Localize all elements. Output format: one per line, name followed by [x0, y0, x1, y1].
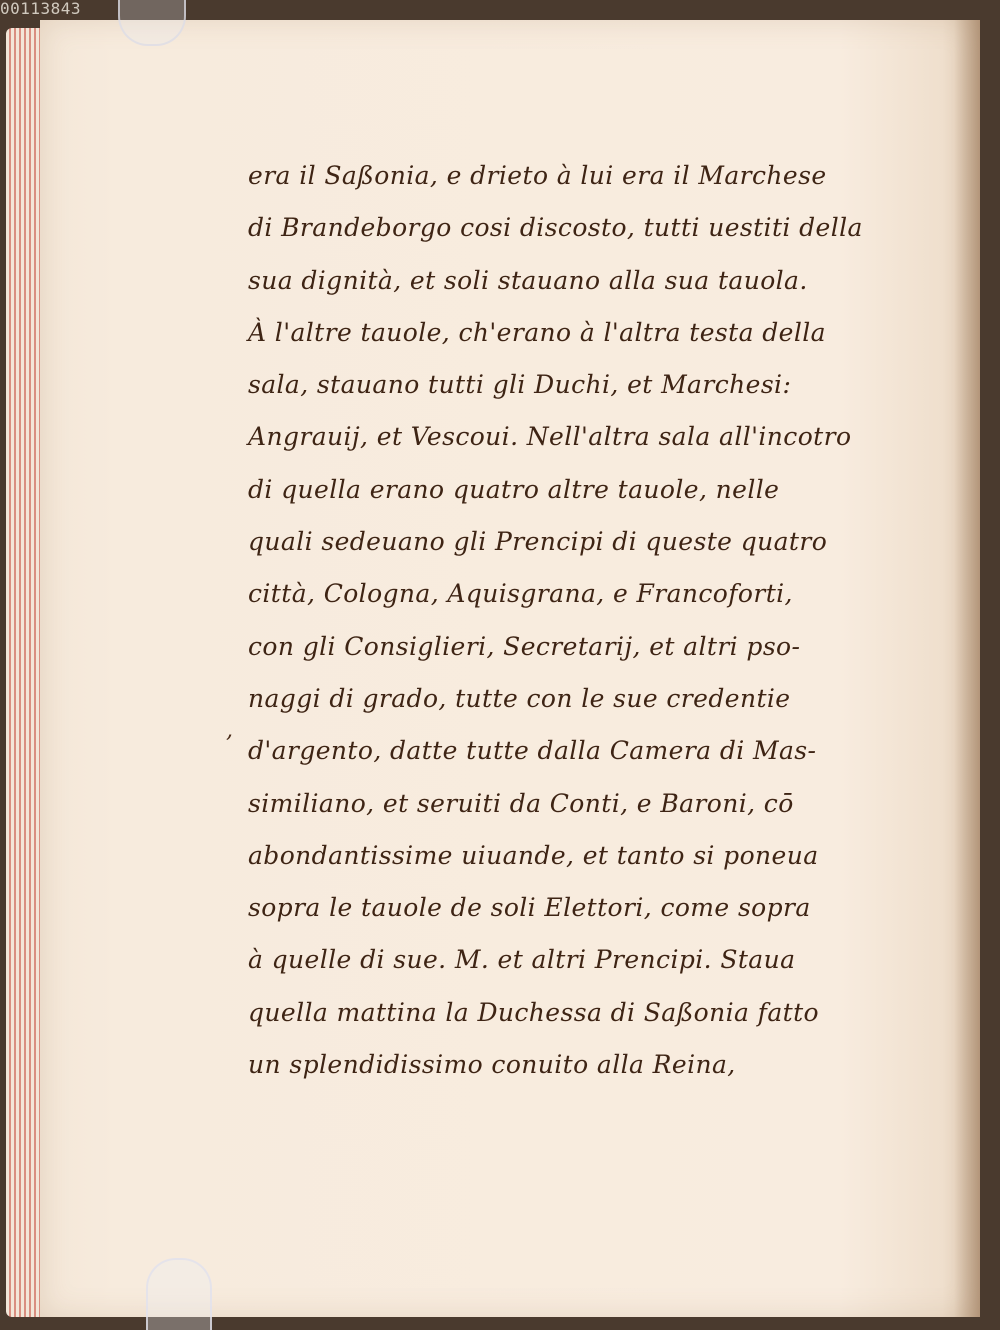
- text-line: era il Saßonia, e drieto à lui era il Marchese: [248, 161, 827, 190]
- text-line: quali sedeuano gli Prencipi di queste quatro: [248, 527, 828, 557]
- text-line: quella mattina la Duchessa di Saßonia fatto: [248, 997, 819, 1027]
- text-line: di quella erano quatro altre tauole, nelle: [248, 474, 780, 504]
- text-line: similiano, et seruiti da Conti, e Baroni, cō: [248, 788, 794, 818]
- text-line: sala, stauano tutti gli Duchi, et Marchesi:: [248, 370, 792, 400]
- text-line: Angrauij, et Vescoui. Nell'altra sala all'incotro: [248, 422, 852, 452]
- text-line: sopra le tauole de soli Elettori, come sopra: [248, 893, 811, 923]
- text-line: città, Cologna, Aquisgrana, e Francoforti,: [248, 579, 793, 609]
- text-line: abondantissime uiuande, et tanto si poneua: [248, 840, 819, 870]
- clip-bottom: [146, 1258, 212, 1330]
- text-line: À l'altre tauole, ch'erano à l'altra testa della: [248, 317, 826, 347]
- text-line: à quelle di sue. M. et altri Prencipi. Staua: [248, 945, 796, 975]
- text-line: d'argento, datte tutte dalla Camera di Mas-: [248, 736, 817, 766]
- text-line: con gli Consiglieri, Secretarij, et altri pso-: [248, 631, 801, 661]
- text-line: naggi di grado, tutte con le sue credentie: [248, 683, 791, 713]
- text-line: di Brandeborgo cosi discosto, tutti uestiti della: [248, 213, 863, 243]
- scan-id-label: 00113843: [0, 0, 82, 18]
- binding-gutter: [954, 20, 980, 1317]
- text-line: un splendidissimo conuito alla Reina,: [248, 1050, 736, 1080]
- manuscript-text: [248, 150, 908, 1091]
- margin-mark: ,: [226, 718, 233, 743]
- text-line: sua dignità, et soli stauano alla sua tauola.: [248, 265, 808, 295]
